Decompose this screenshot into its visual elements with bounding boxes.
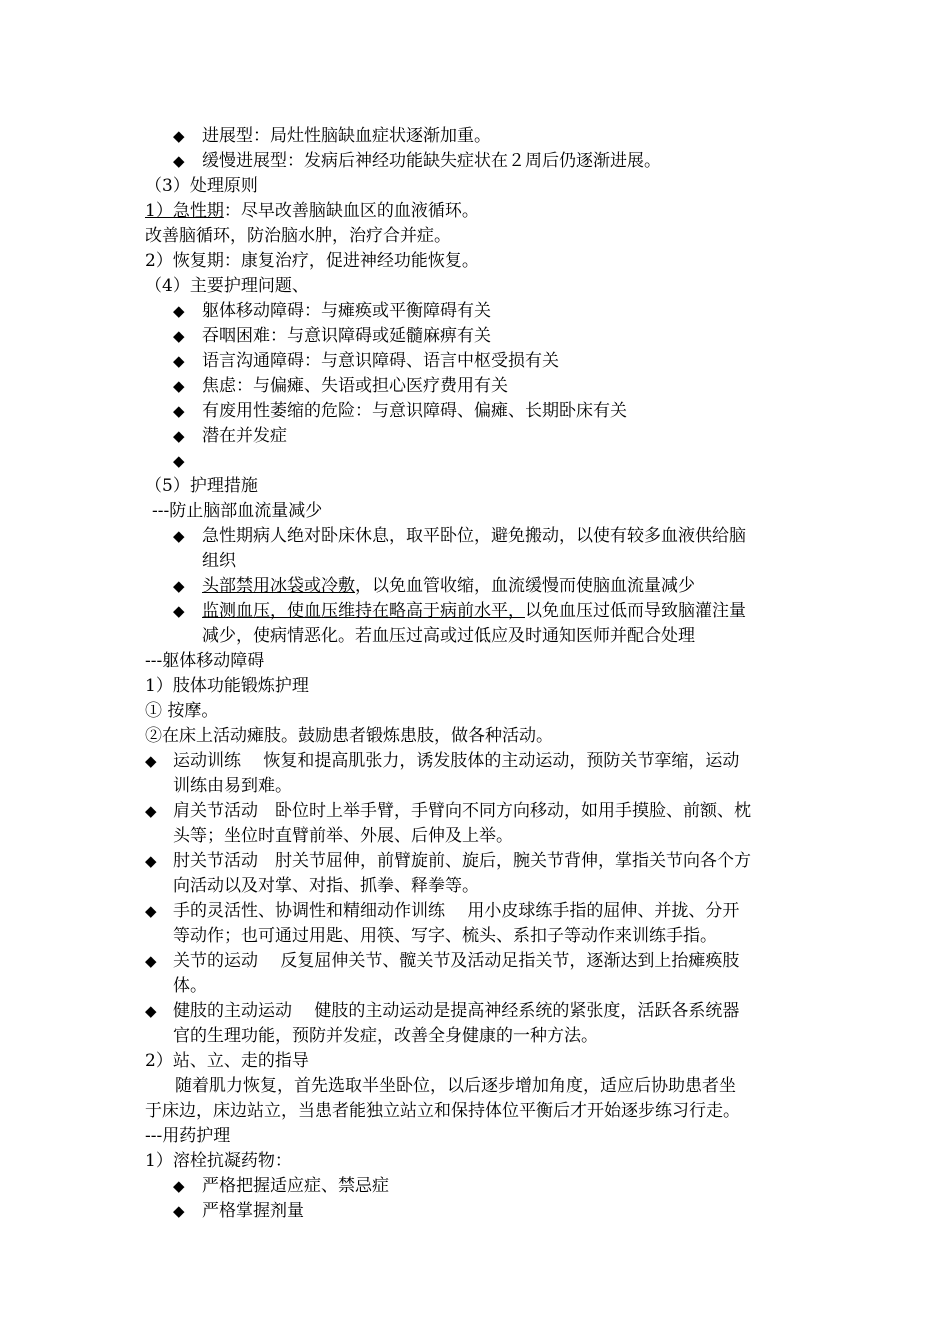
exercise-5-line2: 体。 xyxy=(173,976,207,996)
bullet-diamond: ◆ xyxy=(173,452,185,470)
exercise-4-line2: 等动作；也可通过用匙、用筷、写字、梳头、系扣子等动作来训练手指。 xyxy=(173,926,717,946)
thrombolytic-item: 严格把握适应症、禁忌症 xyxy=(202,1176,389,1196)
bullet-diamond: ◆ xyxy=(145,752,157,770)
thrombolytic-item: 严格掌握剂量 xyxy=(202,1201,304,1221)
bullet-diamond: ◆ xyxy=(173,402,185,420)
problem-item: 语言沟通障碍：与意识障碍、语言中枢受损有关 xyxy=(202,351,559,371)
treatment-heading: （3）处理原则 xyxy=(145,176,258,196)
onset-type-progressive: 进展型：局灶性脑缺血症状逐渐加重。 xyxy=(202,126,491,146)
bullet-diamond: ◆ xyxy=(173,427,185,445)
exercise-2-line1: 肩关节活动 卧位时上举手臂，手臂向不同方向移动，如用手摸脸、前额、枕 xyxy=(173,801,751,821)
bullet-diamond: ◆ xyxy=(173,527,185,545)
problem-item: 有废用性萎缩的危险：与意识障碍、偏瘫、长期卧床有关 xyxy=(202,401,627,421)
acute-phase-line xyxy=(145,199,479,224)
onset-type-slow-progressive: 缓慢进展型：发病后神经功能缺失症状在２周后仍逐渐进展。 xyxy=(202,151,661,171)
subheading-medication: ---用药护理 xyxy=(145,1126,231,1146)
bullet-diamond: ◆ xyxy=(173,302,185,320)
bullet-diamond: ◆ xyxy=(173,377,185,395)
acute-phase-label: 1）急性期 xyxy=(145,201,224,221)
thrombolytic-heading: 1）溶栓抗凝药物： xyxy=(145,1151,292,1171)
problem-item: 焦虑：与偏瘫、失语或担心医疗费用有关 xyxy=(202,376,508,396)
exercise-4-line1: 手的灵活性、协调性和精细动作训练 用小皮球练手指的屈伸、并拢、分开 xyxy=(173,901,740,921)
bullet-diamond: ◆ xyxy=(173,577,185,595)
bullet-diamond: ◆ xyxy=(145,852,157,870)
exercise-2-line2: 头等；坐位时直臂前举、外展、后伸及上举。 xyxy=(173,826,513,846)
bullet-diamond: ◆ xyxy=(173,327,185,345)
bullet-diamond: ◆ xyxy=(145,952,157,970)
exercise-1-line2: 训练由易到难。 xyxy=(173,776,292,796)
walking-paragraph-line2: 于床边，床边站立，当患者能独立站立和保持体位平衡后才开始逐步练习行走。 xyxy=(145,1101,740,1121)
exercise-3-line1: 肘关节活动 肘关节屈伸，前臂旋前、旋后，腕关节背伸，掌指关节向各个方 xyxy=(173,851,751,871)
exercise-6-line1: 健肢的主动运动 健肢的主动运动是提高神经系统的紧张度，活跃各系统器 xyxy=(173,1001,740,1021)
bed-activity-line: ②在床上活动瘫肢。鼓励患者锻炼患肢，做各种活动。 xyxy=(145,726,553,746)
exercise-6-line2: 官的生理功能，预防并发症，改善全身健康的一种方法。 xyxy=(173,1026,598,1046)
blood-item-1-line2: 组织 xyxy=(202,551,236,571)
acute-phase-text: ：尽早改善脑缺血区的血液循环。 xyxy=(223,201,479,221)
problem-item: 潜在并发症 xyxy=(202,426,287,446)
bullet-diamond: ◆ xyxy=(145,802,157,820)
bullet-diamond: ◆ xyxy=(145,902,157,920)
bullet-diamond: ◆ xyxy=(173,152,185,170)
underlined-phrase: 监测血压，使血压维持在略高于病前水平， xyxy=(202,601,525,621)
subheading-mobility: ---躯体移动障碍 xyxy=(145,651,265,671)
blood-item-2-rest: ，以免血管收缩，血流缓慢而使脑血流量减少 xyxy=(355,576,695,596)
bullet-diamond: ◆ xyxy=(173,1177,185,1195)
bullet-diamond: ◆ xyxy=(173,352,185,370)
massage-line: ① 按摩。 xyxy=(145,701,219,721)
blood-item-3-line2: 减少，使病情恶化。若血压过高或过低应及时通知医师并配合处理 xyxy=(202,626,695,646)
limb-exercise-heading: 1）肢体功能锻炼护理 xyxy=(145,676,309,696)
problem-item: 躯体移动障碍：与瘫痪或平衡障碍有关 xyxy=(202,301,491,321)
nursing-measures-heading: （5）护理措施 xyxy=(145,476,258,496)
acute-phase-detail: 改善脑循环，防治脑水肿，治疗合并症。 xyxy=(145,226,451,246)
exercise-3-line2: 向活动以及对掌、对指、抓拳、释拳等。 xyxy=(173,876,479,896)
underlined-phrase: 头部禁用冰袋或冷敷 xyxy=(202,576,355,596)
blood-item-2 xyxy=(202,574,695,599)
bullet-diamond: ◆ xyxy=(173,1202,185,1220)
exercise-5-line1: 关节的运动 反复屈伸关节、髋关节及活动足指关节，逐渐达到上抬瘫痪肢 xyxy=(173,951,740,971)
subheading-blood-flow: ---防止脑部血流量减少 xyxy=(152,501,323,521)
blood-item-3-rest: 以免血压过低而导致脑灌注量 xyxy=(525,601,746,621)
walking-paragraph-line1: 随着肌力恢复，首先选取半坐卧位，以后逐步增加角度，适应后协助患者坐 xyxy=(175,1076,736,1096)
nursing-problems-heading: （4）主要护理问题、 xyxy=(145,276,309,296)
recovery-phase-line: 2）恢复期：康复治疗，促进神经功能恢复。 xyxy=(145,251,479,271)
bullet-diamond: ◆ xyxy=(173,602,185,620)
blood-item-1-line1: 急性期病人绝对卧床休息，取平卧位，避免搬动，以使有较多血液供给脑 xyxy=(202,526,746,546)
problem-item: 吞咽困难：与意识障碍或延髓麻痹有关 xyxy=(202,326,491,346)
exercise-1-line1: 运动训练 恢复和提高肌张力，诱发肢体的主动运动，预防关节挛缩，运动 xyxy=(173,751,740,771)
walking-heading: 2）站、立、走的指导 xyxy=(145,1051,309,1071)
bullet-diamond: ◆ xyxy=(173,127,185,145)
bullet-diamond: ◆ xyxy=(145,1002,157,1020)
blood-item-3-line1 xyxy=(202,599,746,624)
